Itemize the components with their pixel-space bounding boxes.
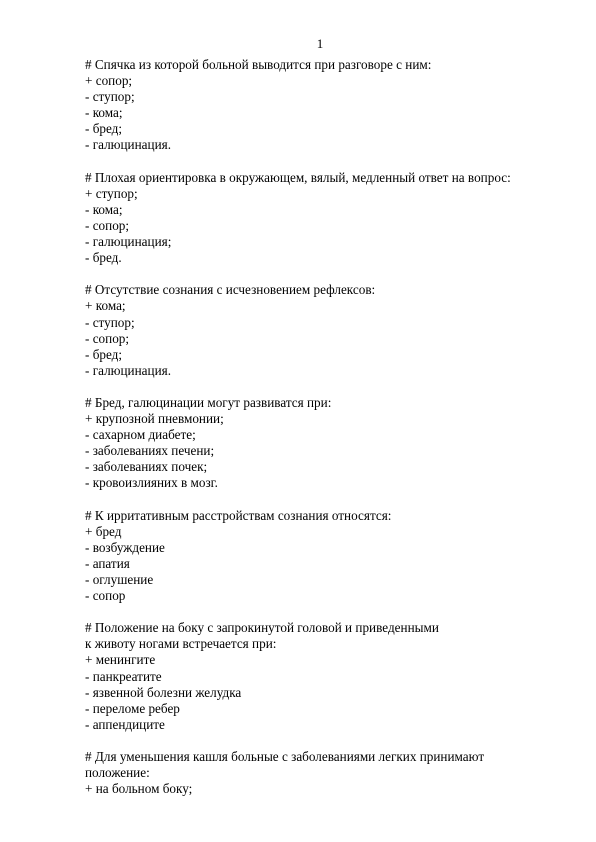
answer-option: - заболеваниях печени; — [85, 443, 215, 459]
blank-line — [85, 604, 555, 620]
answer-option: - оглушение — [85, 572, 154, 587]
answer-option: - сахарном диабете; — [85, 427, 196, 443]
answer-option: + на больном боку; — [85, 781, 193, 797]
answer-option: + ступор; — [85, 185, 138, 201]
answer-option: - панкреатите — [85, 668, 162, 684]
question-stem: # Бред, галюцинации могут развиватся при: — [85, 394, 332, 410]
answer-option: - кома; — [85, 201, 123, 217]
answer-option: - аппендиците — [85, 716, 165, 732]
page-number: 1 — [316, 36, 324, 51]
blank-line — [85, 266, 555, 282]
answer-option: + бред — [85, 523, 122, 539]
answer-option: - апатия — [85, 555, 130, 571]
question-stem: # Отсутствие сознания с исчезновением рефлексов: — [85, 282, 376, 298]
question-stem: # Спячка из которой больной выводится при разговоре с ним: — [85, 57, 432, 72]
answer-option: - бред. — [85, 250, 122, 266]
question-block — [85, 57, 555, 154]
answer-option: - кровоизлияних в мозг. — [85, 475, 218, 491]
answer-option: - ступор; — [85, 314, 135, 330]
answer-option: - кома; — [85, 105, 123, 121]
answer-option: + менингите — [85, 652, 156, 668]
answer-option: - заболеваниях почек; — [85, 459, 208, 475]
answer-option: - галюцинация. — [85, 362, 172, 378]
answer-option: - сопор; — [85, 217, 130, 233]
question-block — [85, 749, 555, 797]
answer-option: - язвенной болезни желудка — [85, 684, 242, 700]
blank-line — [85, 492, 555, 508]
question-block — [85, 282, 555, 379]
answer-option: - переломе ребер — [85, 700, 180, 716]
answer-option: - сопор — [85, 588, 126, 604]
question-stem: # Положение на боку с запрокинутой головой и приведенными — [85, 620, 439, 636]
answer-option: - галюцинация; — [85, 234, 172, 250]
question-stem: # Плохая ориентировка в окружающем, вялый, медленный ответ на вопрос: — [85, 169, 511, 185]
question-stem: # К ирритативным расстройствам сознания относятся: — [85, 507, 392, 523]
question-block — [85, 508, 555, 605]
question-stem: положение: — [85, 765, 150, 781]
blank-line — [85, 154, 555, 170]
answer-option: - ступор; — [85, 89, 135, 105]
answer-option: + крупозной пневмонии; — [85, 411, 224, 427]
answer-option: - галюцинация. — [85, 137, 172, 153]
blank-line — [85, 733, 555, 749]
answer-option: - возбуждение — [85, 539, 165, 555]
question-stem: к животу ногами встречается при: — [85, 636, 277, 652]
document-body — [85, 57, 555, 797]
answer-option: - бред; — [85, 346, 123, 362]
question-stem: # Для уменьшения кашля больные с заболеваниями легких принимают — [85, 749, 485, 765]
answer-option: + сопор; — [85, 73, 133, 89]
question-block — [85, 620, 555, 733]
answer-option: + кома; — [85, 298, 126, 314]
blank-line — [85, 379, 555, 395]
answer-option: - бред; — [85, 121, 123, 137]
question-block — [85, 170, 555, 267]
question-block — [85, 395, 555, 492]
answer-option: - сопор; — [85, 330, 130, 346]
